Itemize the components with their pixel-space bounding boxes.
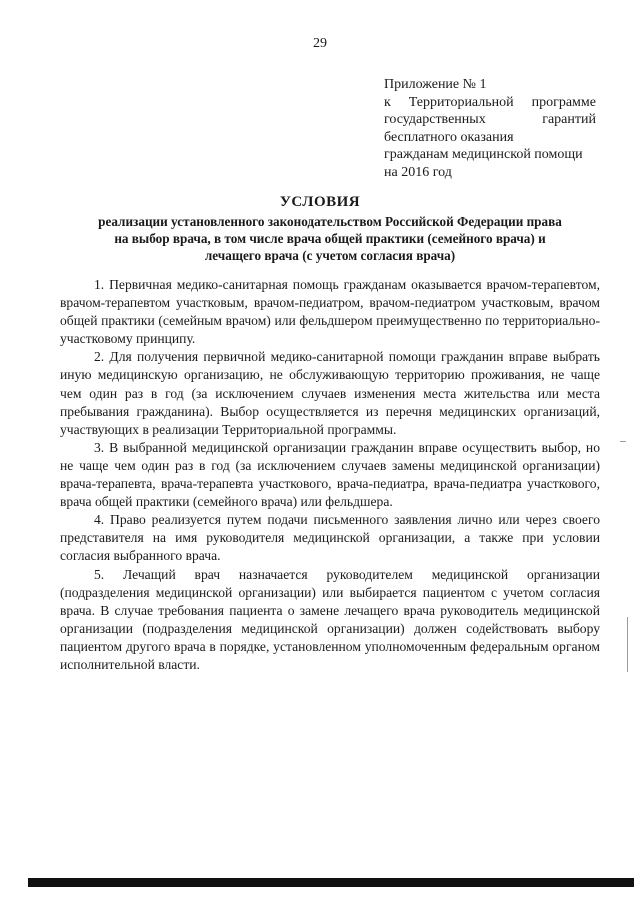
scan-bottom-border — [28, 878, 634, 887]
document-body — [60, 276, 600, 674]
appendix-line: гражданам медицинской помощи — [384, 147, 583, 162]
scan-artifact-mark — [620, 441, 626, 442]
scan-artifact-mark — [627, 617, 628, 672]
appendix-line: Приложение № 1 — [384, 77, 487, 92]
paragraph-2: 2. Для получения первичной медико-санитарной помощи гражданин вправе выбрать иную медицинскую организацию, не обслуживающую территорию проживания, не чаще чем один раз в год (за исключением случаев изменения места жительства или места пребывания гражданина). Выбор осуществляется из перечня медицинских организаций, участвующих в реализации Территориальной программы. — [60, 349, 600, 437]
page-number: 29 — [313, 36, 327, 51]
paragraph-5: 5. Лечащий врач назначается руководителем медицинской организации (подразделения медицинской организации) или выбирается пациентом с учетом согласия врача. В случае требования пациента о замене лечащего врача руководитель медицинской организации (подразделения медицинской организации) должен содействовать выбору пациентом другого врача в порядке, установленном уполномоченным федеральным органом исполнительной власти. — [60, 566, 600, 672]
paragraph-4: 4. Право реализуется путем подачи письменного заявления лично или через своего представителя на имя руководителя медицинской организации, а также при условии согласия выбранного врача. — [60, 512, 600, 564]
appendix-header — [384, 76, 596, 181]
document-title: УСЛОВИЯ — [279, 194, 361, 210]
appendix-line: бесплатного оказания — [384, 129, 514, 145]
paragraph-3: 3. В выбранной медицинской организации гражданин вправе осуществить выбор, но не чаще чем один раз в год (за исключением случаев замены медицинской организации) врача-терапевта, врача-терапевта участкового, врача-педиатра, врача-педиатра участкового, врача общей практики (семейного врача) или фельдшера. — [60, 439, 600, 510]
paragraph-1: 1. Первичная медико-санитарная помощь гражданам оказывается врачом-терапевтом, врачом-терапевтом участковым, врачом-педиатром, врачом-педиатром участковым, врачом общей практики (семейным врачом) или фельдшером преимущественно по территориально-участковому принципу. — [60, 277, 600, 347]
appendix-line: к Территориальной программе — [384, 94, 596, 110]
document-subtitle — [60, 213, 600, 264]
subtitle-line: реализации установленного законодательством Российской Федерации права — [98, 214, 562, 229]
appendix-line: государственных гарантий — [384, 112, 596, 127]
subtitle-line: на выбор врача, в том числе врача общей практики (семейного врача) и — [114, 231, 546, 246]
appendix-line: на 2016 год — [384, 164, 452, 180]
subtitle-line: лечащего врача (с учетом согласия врача) — [204, 248, 456, 263]
